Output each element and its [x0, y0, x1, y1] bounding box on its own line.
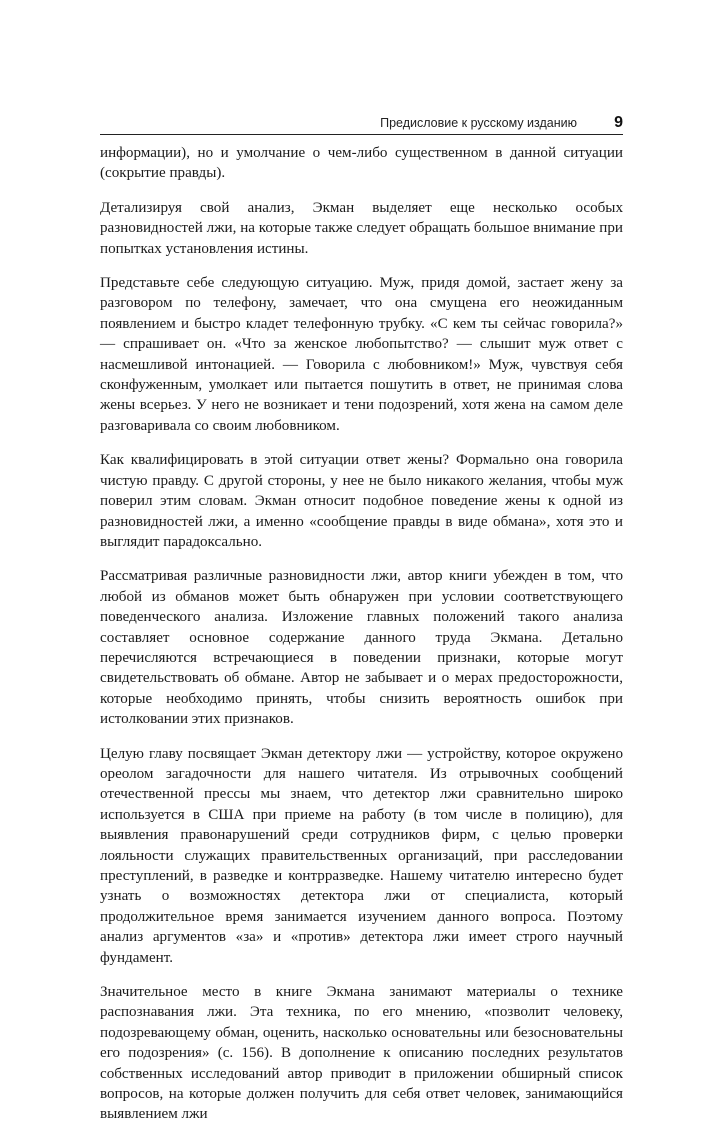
- paragraph: Значительное место в книге Экмана занимают материалы о технике распознавания лжи. Эта техника, по его мнению, «позволит человеку, подозревающему обман, оценить, насколько основательны или безосновательны его подозрения» (с. 156). В дополнение к описанию последних результатов собственных исследований автор приводит в приложении обширный список вопросов, на которые должен получить для себя ответ человек, занимающийся выявлением лжи: [100, 984, 623, 1123]
- paragraph: Целую главу посвящает Экман детектору лжи — устройству, которое окружено ореолом загадочности для нашего читателя. Из отрывочных сообщений отечественной прессы мы знаем, что детектор лжи сравнительно широко используется в США при приеме на работу (в том числе в полицию), для выявления правонарушений среди сотрудников фирм, с целью проверки лояльности служащих правительственных организаций, при расследовании преступлений, в разведке и контрразведке. Нашему читателю интересно будет узнать о возможностях детектора лжи от специалиста, который продолжительное время занимается изучением данного вопроса. Поэтому анализ аргументов «за» и «против» детектора лжи имеет строго научный фундамент.: [100, 745, 623, 966]
- paragraph: информации), но и умолчание о чем-либо существенном в данной ситуации (сокрытие правды).: [100, 145, 623, 182]
- running-head-title: Предисловие к русскому изданию: [380, 116, 577, 130]
- body-text: [100, 143, 623, 1139]
- paragraph: Детализируя свой анализ, Экман выделяет еще несколько особых разновидностей лжи, на которые также следует обращать большое внимание при попытках установления истины.: [100, 199, 623, 257]
- paragraph: Представьте себе следующую ситуацию. Муж, придя домой, застает жену за разговором по телефону, замечает, что она смущена его неожиданным появлением и быстро кладет телефонную трубку. «С кем ты сейчас говорила?» — спрашивает он. «Что за женское любопытство? — слышит муж ответ с насмешливой интонацией. — Говорила с любовником!» Муж, чувствуя себя сконфуженным, умолкает или пытается пошутить в ответ, не принимая слова жены всерьез. У него не возникает и тени подозрений, хотя жена на самом деле разговаривала со своим любовником.: [100, 275, 623, 434]
- page-number: 9: [614, 114, 623, 131]
- running-head: [100, 112, 623, 135]
- paragraph: Как квалифицировать в этой ситуации ответ жены? Формально она говорила чистую правду. С другой стороны, у нее не было никакого желания, чтобы муж поверил этим словам. Экман относит подобное поведение жены к одной из разновидностей лжи, а именно «сообщение правды в виде обмана», хотя это и выглядит парадоксально.: [100, 452, 623, 550]
- paragraph: Рассматривая различные разновидности лжи, автор книги убежден в том, что любой из обманов может быть обнаружен при условии соответствующего поведенческого анализа. Изложение главных положений такого анализа составляет основное содержание данного труда Экмана. Детально перечисляются встречающиеся в поведении признаки, которые могут свидетельствовать об обмане. Автор не забывает и о мерах предосторожности, которые необходимо принять, чтобы снизить вероятность ошибок при истолковании этих признаков.: [100, 568, 623, 728]
